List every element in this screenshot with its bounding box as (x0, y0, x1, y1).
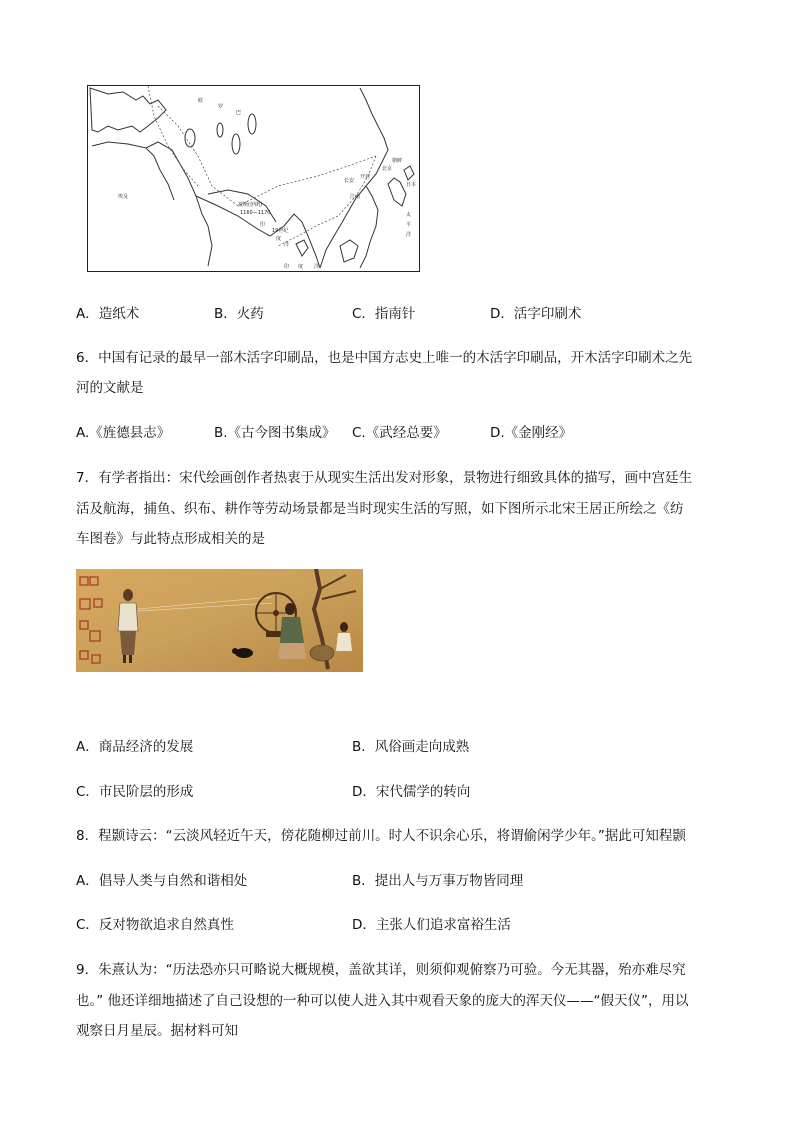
svg-text:江南: 江南 (350, 194, 361, 200)
q5-option-d[interactable]: D．活字印刷术 (490, 306, 582, 322)
q6-option-d[interactable]: D.《金刚经》 (490, 425, 573, 441)
svg-text:长安: 长安 (344, 178, 355, 184)
svg-text:19世纪: 19世纪 (272, 228, 289, 234)
svg-text:太: 太 (406, 212, 412, 218)
q7-option-a[interactable]: A．商品经济的发展 (76, 739, 194, 755)
map-drawing (88, 86, 418, 270)
q9-stem-line1: 9．朱熹认为：“历法恐亦只可略说大概规模，盖欲其详，则须仰观俯察乃可验。今无其器，殆亦难尽究 (76, 962, 686, 978)
svg-text:北京: 北京 (382, 166, 393, 172)
svg-text:波斯(伊朗): 波斯(伊朗) (238, 202, 262, 208)
q9-stem-line3: 观察日月星辰。据材料可知 (76, 1023, 238, 1039)
q8-option-b[interactable]: B．提出人与万事万物皆同理 (352, 873, 524, 889)
q7-option-d[interactable]: D．宋代儒学的转向 (352, 784, 471, 800)
q7-option-b[interactable]: B．风俗画走向成熟 (352, 739, 470, 755)
painting-drawing (76, 569, 363, 672)
svg-text:印: 印 (260, 222, 266, 228)
q8-option-a[interactable]: A．倡导人类与自然和谐相处 (76, 873, 248, 889)
q9-stem-line2: 也。” 他还详细地描述了自己设想的一种可以使人进入其中观看天象的庞大的浑天仪——“假天仪”，用以 (76, 993, 689, 1009)
svg-text:罗: 罗 (218, 104, 224, 110)
svg-text:洋: 洋 (406, 232, 412, 238)
svg-text:开封: 开封 (360, 174, 371, 180)
q6-option-b[interactable]: B.《古今图书集成》 (214, 425, 336, 441)
svg-text:朝鲜: 朝鲜 (392, 158, 403, 164)
q8-stem-line1: 8．程颢诗云：“云淡风轻近午天，傍花随柳过前川。时人不识余心乐，将谓偷闲学少年。”据此可知程颢 (76, 828, 686, 844)
q5-option-a[interactable]: A．造纸术 (76, 306, 140, 322)
svg-text:洋: 洋 (284, 242, 290, 248)
svg-text:日本: 日本 (406, 182, 417, 188)
svg-text:度: 度 (276, 236, 282, 242)
svg-text:巴: 巴 (236, 110, 242, 116)
q7-option-c[interactable]: C．市民阶层的形成 (76, 784, 194, 800)
svg-text:度: 度 (298, 264, 304, 270)
q6-option-c[interactable]: C.《武经总要》 (352, 425, 447, 441)
q8-option-c[interactable]: C．反对物欲追求自然真性 (76, 917, 234, 933)
spinning-wheel-painting (76, 569, 363, 672)
route-map-figure (87, 85, 420, 272)
q6-stem-line2: 河的文献是 (76, 380, 144, 396)
q5-option-c[interactable]: C．指南针 (352, 306, 416, 322)
svg-text:1160—1170: 1160—1170 (240, 210, 271, 216)
svg-text:平: 平 (406, 222, 412, 228)
q8-option-d[interactable]: D．主张人们追求富裕生活 (352, 917, 511, 933)
svg-text:印: 印 (284, 264, 290, 270)
svg-text:埃及: 埃及 (118, 194, 129, 200)
q7-stem-line2: 活及航海，捕鱼、织布、耕作等劳动场景都是当时现实生活的写照，如下图所示北宋王居正所绘之《纺 (76, 501, 684, 517)
q7-stem-line3: 车图卷》与此特点形成相关的是 (76, 531, 265, 547)
q7-stem-line1: 7．有学者指出：宋代绘画创作者热衷于从现实生活出发对形象，景物进行细致具体的描写，画中宫廷生 (76, 470, 693, 486)
q6-stem-line1: 6．中国有记录的最早一部木活字印刷品，也是中国方志史上唯一的木活字印刷品，开木活字印刷术之先 (76, 350, 693, 366)
svg-text:欧: 欧 (198, 98, 204, 104)
svg-text:洋: 洋 (314, 264, 320, 270)
q5-option-b[interactable]: B．火药 (214, 306, 264, 322)
q6-option-a[interactable]: A.《旌德县志》 (76, 425, 171, 441)
